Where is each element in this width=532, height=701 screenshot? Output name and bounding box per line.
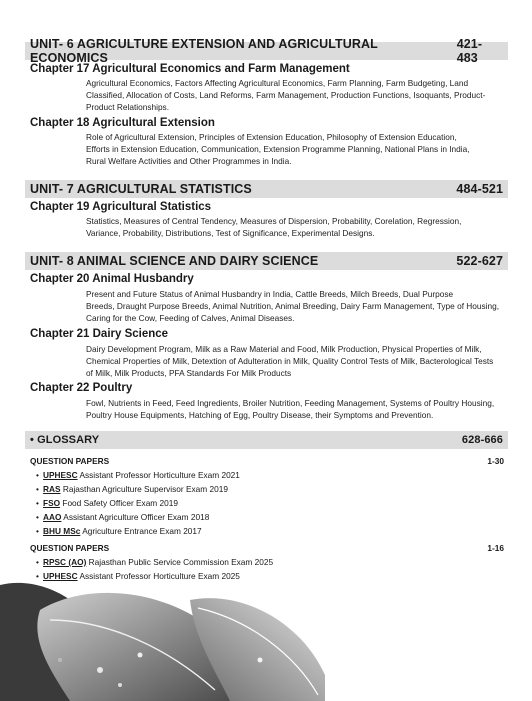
list-item <box>36 470 240 480</box>
unit-pages: 522-627 <box>456 254 503 268</box>
exam-code: UPHESC <box>43 571 78 581</box>
exam-code: AAO <box>43 512 62 522</box>
chapter-18-description <box>86 131 506 167</box>
leaf-spot <box>258 658 263 663</box>
qp-heading-label: QUESTION PAPERS <box>30 543 110 553</box>
list-item <box>36 484 228 494</box>
unit-7-header <box>25 180 508 198</box>
leaf-spot <box>58 658 62 662</box>
desc-line: of Milk, Milk Products, PFA Standards For Milk Products <box>86 368 292 379</box>
chapter-19-title: Chapter 19 Agricultural Statistics <box>30 201 212 213</box>
exam-name: Agriculture Entrance Exam 2017 <box>82 526 202 536</box>
desc-line: Dairy Development Program, Milk as a Raw Material and Food, Milk Production, Physical Properties of Milk, <box>86 344 482 354</box>
chapter-22-title: Chapter 22 Poultry <box>30 382 133 394</box>
desc-line: Product Relationships. <box>86 102 170 113</box>
exam-name: Assistant Professor Horticulture Exam 2025 <box>79 571 240 581</box>
desc-line: Present and Future Status of Animal Husbandry in India, Cattle Breeds, Milch Breeds, Dual Purpose <box>86 289 454 299</box>
bullet: • <box>36 571 39 581</box>
chapter-20-title: Chapter 20 Animal Husbandry <box>30 273 194 285</box>
chapter-18-title: Chapter 18 Agricultural Extension <box>30 117 215 129</box>
question-papers-heading <box>30 456 504 466</box>
bullet: • <box>36 512 39 522</box>
desc-line: Classified, Allocation of Costs, Land Reforms, Farm Management, Production Functions, Isoquants, Product- <box>86 90 486 101</box>
exam-code: BHU MSc <box>43 526 81 536</box>
chapter-20-description <box>86 288 506 324</box>
desc-line: Variance, Probability, Distributions, Test of Significance, Experimental Designs. <box>86 228 375 239</box>
bullet: • <box>36 498 39 508</box>
unit-title: UNIT- 6 AGRICULTURE EXTENSION AND AGRICULTURAL ECONOMICS <box>30 37 378 65</box>
unit-title: UNIT- 8 ANIMAL SCIENCE AND DAIRY SCIENCE <box>30 254 319 268</box>
exam-name: Rajasthan Public Service Commission Exam 2025 <box>88 557 274 567</box>
exam-code: UPHESC <box>43 470 78 480</box>
exam-name: Assistant Agriculture Officer Exam 2018 <box>63 512 210 522</box>
exam-code: RPSC (AO) <box>43 557 87 567</box>
desc-line: Chemical Properties of Milk, Detextion of Adulteration in Milk, Quality Control Tests of Milk, Bacterological Tests <box>86 356 494 367</box>
bullet: • <box>36 557 39 567</box>
unit-8-header <box>25 252 508 270</box>
unit-6-header <box>25 37 508 65</box>
list-item <box>36 526 202 536</box>
glossary-pages: 628-666 <box>461 434 503 446</box>
glossary-title: • GLOSSARY <box>30 434 100 446</box>
question-papers-heading <box>30 543 504 553</box>
chapter-19-description <box>86 215 506 239</box>
desc-line: Rural Welfare Activities and Other Programmes in India. <box>86 156 292 167</box>
desc-line: Breeds, Draught Purpose Breeds, Animal Nutrition, Animal Breeding, Dairy Farm Management, Type of Housing, <box>86 301 500 312</box>
desc-line: Role of Agricultural Extension, Principles of Extension Education, Philosophy of Extension Education, <box>86 132 457 142</box>
exam-name: Food Safety Officer Exam 2019 <box>62 498 178 508</box>
leaves-illustration <box>0 560 330 701</box>
bullet: • <box>36 526 39 536</box>
chapter-17-description <box>86 77 506 113</box>
glossary-header <box>25 431 508 449</box>
unit-title: UNIT- 7 AGRICULTURAL STATISTICS <box>30 182 252 196</box>
desc-line: Fowl, Nutrients in Feed, Feed Ingredients, Broiler Nutrition, Feeding Management, Systems of Poultry Housing, <box>86 398 495 408</box>
desc-line: Poultry House Equipments, Hatching of Egg, Poultry Disease, their Symptoms and Prevention. <box>86 410 434 421</box>
qp-pages: 1-30 <box>487 456 504 466</box>
leaf-spot <box>97 667 103 673</box>
exam-name: Assistant Professor Horticulture Exam 2021 <box>79 470 240 480</box>
desc-line: Efforts in Extension Education, Communication, Extension Programme Planning, National Plans in India, <box>86 144 470 155</box>
desc-line: Agricultural Economics, Factors Affecting Agricultural Economics, Farm Planning, Farm Budgeting, Land <box>86 78 469 88</box>
list-item <box>36 498 178 508</box>
exam-code: FSO <box>43 498 61 508</box>
bullet: • <box>36 484 39 494</box>
chapter-22-description <box>86 397 506 421</box>
exam-code: RAS <box>43 484 61 494</box>
chapter-21-title: Chapter 21 Dairy Science <box>30 328 169 340</box>
chapter-17-title: Chapter 17 Agricultural Economics and Farm Management <box>30 63 350 75</box>
exam-name: Rajasthan Agriculture Supervisor Exam 2019 <box>62 484 228 494</box>
desc-line: Caring for the Cow, Feeding of Calves, Animal Diseases. <box>86 313 295 324</box>
list-item <box>36 512 209 522</box>
desc-line: Statistics, Measures of Central Tendency, Measures of Dispersion, Probability, Corelation, Regression, <box>86 216 462 226</box>
leaf-spot <box>118 683 122 687</box>
leaf-spot <box>138 653 143 658</box>
qp-pages: 1-16 <box>487 543 504 553</box>
bullet: • <box>36 470 39 480</box>
unit-pages: 421-483 <box>456 37 483 65</box>
chapter-21-description <box>86 343 506 379</box>
unit-pages: 484-521 <box>456 182 503 196</box>
qp-heading-label: QUESTION PAPERS <box>30 456 110 466</box>
